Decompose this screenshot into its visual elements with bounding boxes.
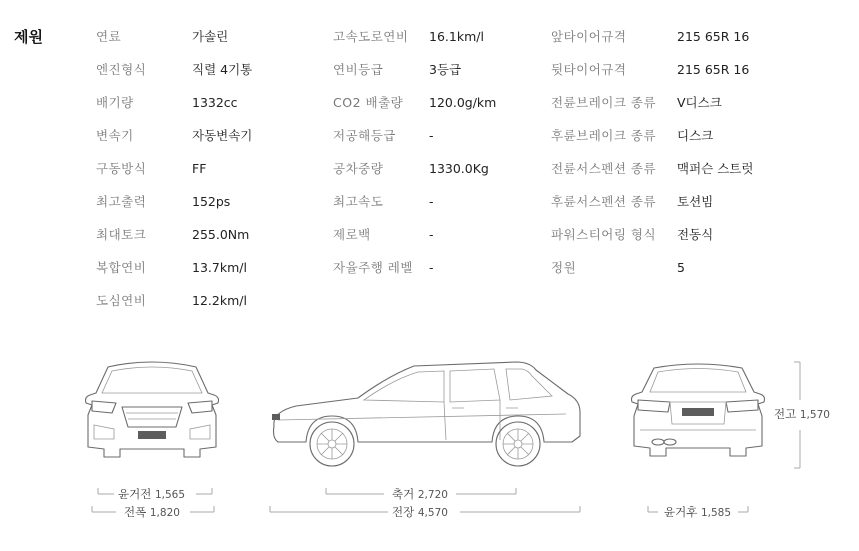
spec-label: 최대토크	[96, 227, 147, 242]
spec-value: 13.7km/l	[192, 260, 247, 275]
spec-label: 후륜브레이크 종류	[551, 128, 657, 143]
spec-value: 152ps	[192, 194, 231, 209]
wheelbase-label	[392, 486, 448, 502]
spec-value: 255.0Nm	[192, 227, 250, 242]
spec-value: 맥퍼슨 스트럿	[677, 161, 754, 176]
spec-label: 뒷타이어규격	[551, 62, 627, 77]
dim-value: 1,565	[154, 489, 186, 501]
spec-label: 연료	[96, 29, 122, 44]
spec-label: 앞타이어규격	[551, 29, 627, 44]
spec-value: 16.1km/l	[429, 29, 484, 44]
height-label	[774, 406, 830, 422]
spec-value: 1332cc	[192, 95, 238, 110]
spec-value: 120.0g/km	[429, 95, 497, 110]
dim-value: 1,820	[149, 507, 180, 519]
spec-value: V디스크	[677, 95, 722, 110]
spec-value: 토션빔	[677, 194, 714, 209]
spec-label: 파워스티어링 형식	[551, 227, 657, 242]
spec-label: 도심연비	[96, 293, 147, 308]
dim-value: 1,585	[700, 507, 732, 519]
spec-label: CO2 배출량	[333, 95, 404, 110]
spec-value: 가솔린	[192, 29, 229, 44]
spec-value: -	[429, 260, 434, 275]
spec-label: 최고속도	[333, 194, 384, 209]
dim-label: 전장	[392, 505, 415, 519]
dim-label: 전폭	[124, 505, 147, 519]
spec-label: 최고출력	[96, 194, 147, 209]
spec-label: 공차중량	[333, 161, 384, 176]
spec-label: 정원	[551, 260, 577, 275]
spec-label: 전륜서스펜션 종류	[551, 161, 657, 176]
spec-label: 엔진형식	[96, 62, 147, 77]
dim-label: 전고	[774, 407, 797, 421]
spec-label: 후륜서스펜션 종류	[551, 194, 657, 209]
car-side-view-icon	[266, 356, 584, 476]
rear-track-label	[664, 504, 731, 520]
spec-value: 5	[677, 260, 685, 275]
front-track-label	[118, 486, 185, 502]
dim-value: 2,720	[417, 489, 448, 501]
spec-value: 12.2km/l	[192, 293, 247, 308]
width-label	[124, 504, 180, 520]
dim-value: 4,570	[417, 507, 448, 519]
spec-label: 제로백	[333, 227, 371, 242]
spec-value: 디스크	[677, 128, 714, 143]
spec-value: 전동식	[677, 227, 714, 242]
spec-value: 직렬 4기통	[192, 62, 253, 77]
spec-label: 변속기	[96, 128, 134, 143]
spec-value: 자동변속기	[192, 128, 253, 143]
spec-label: 저공해등급	[333, 128, 396, 143]
spec-label: 복합연비	[96, 260, 147, 275]
spec-label: 전륜브레이크 종류	[551, 95, 657, 110]
car-rear-view-icon	[628, 356, 768, 466]
spec-value: 1330.0Kg	[429, 161, 489, 176]
spec-label: 배기량	[96, 95, 134, 110]
dim-value: 1,570	[799, 409, 830, 421]
spec-value: FF	[192, 161, 207, 176]
section-title: 제원	[14, 28, 43, 46]
spec-value: 215 65R 16	[677, 62, 750, 77]
spec-label: 연비등급	[333, 62, 384, 77]
car-front-view-icon	[80, 355, 225, 465]
spec-label: 고속도로연비	[333, 29, 409, 44]
spec-label: 구동방식	[96, 161, 147, 176]
length-label	[392, 504, 448, 520]
spec-value: 215 65R 16	[677, 29, 750, 44]
spec-value: -	[429, 128, 434, 143]
dim-label: 윤거전	[118, 487, 152, 501]
dim-label: 윤거후	[664, 505, 698, 519]
spec-value: -	[429, 194, 434, 209]
spec-value: 3등급	[429, 62, 462, 77]
dim-label: 축거	[392, 487, 415, 501]
spec-value: -	[429, 227, 434, 242]
spec-label: 자율주행 레벨	[333, 260, 413, 275]
